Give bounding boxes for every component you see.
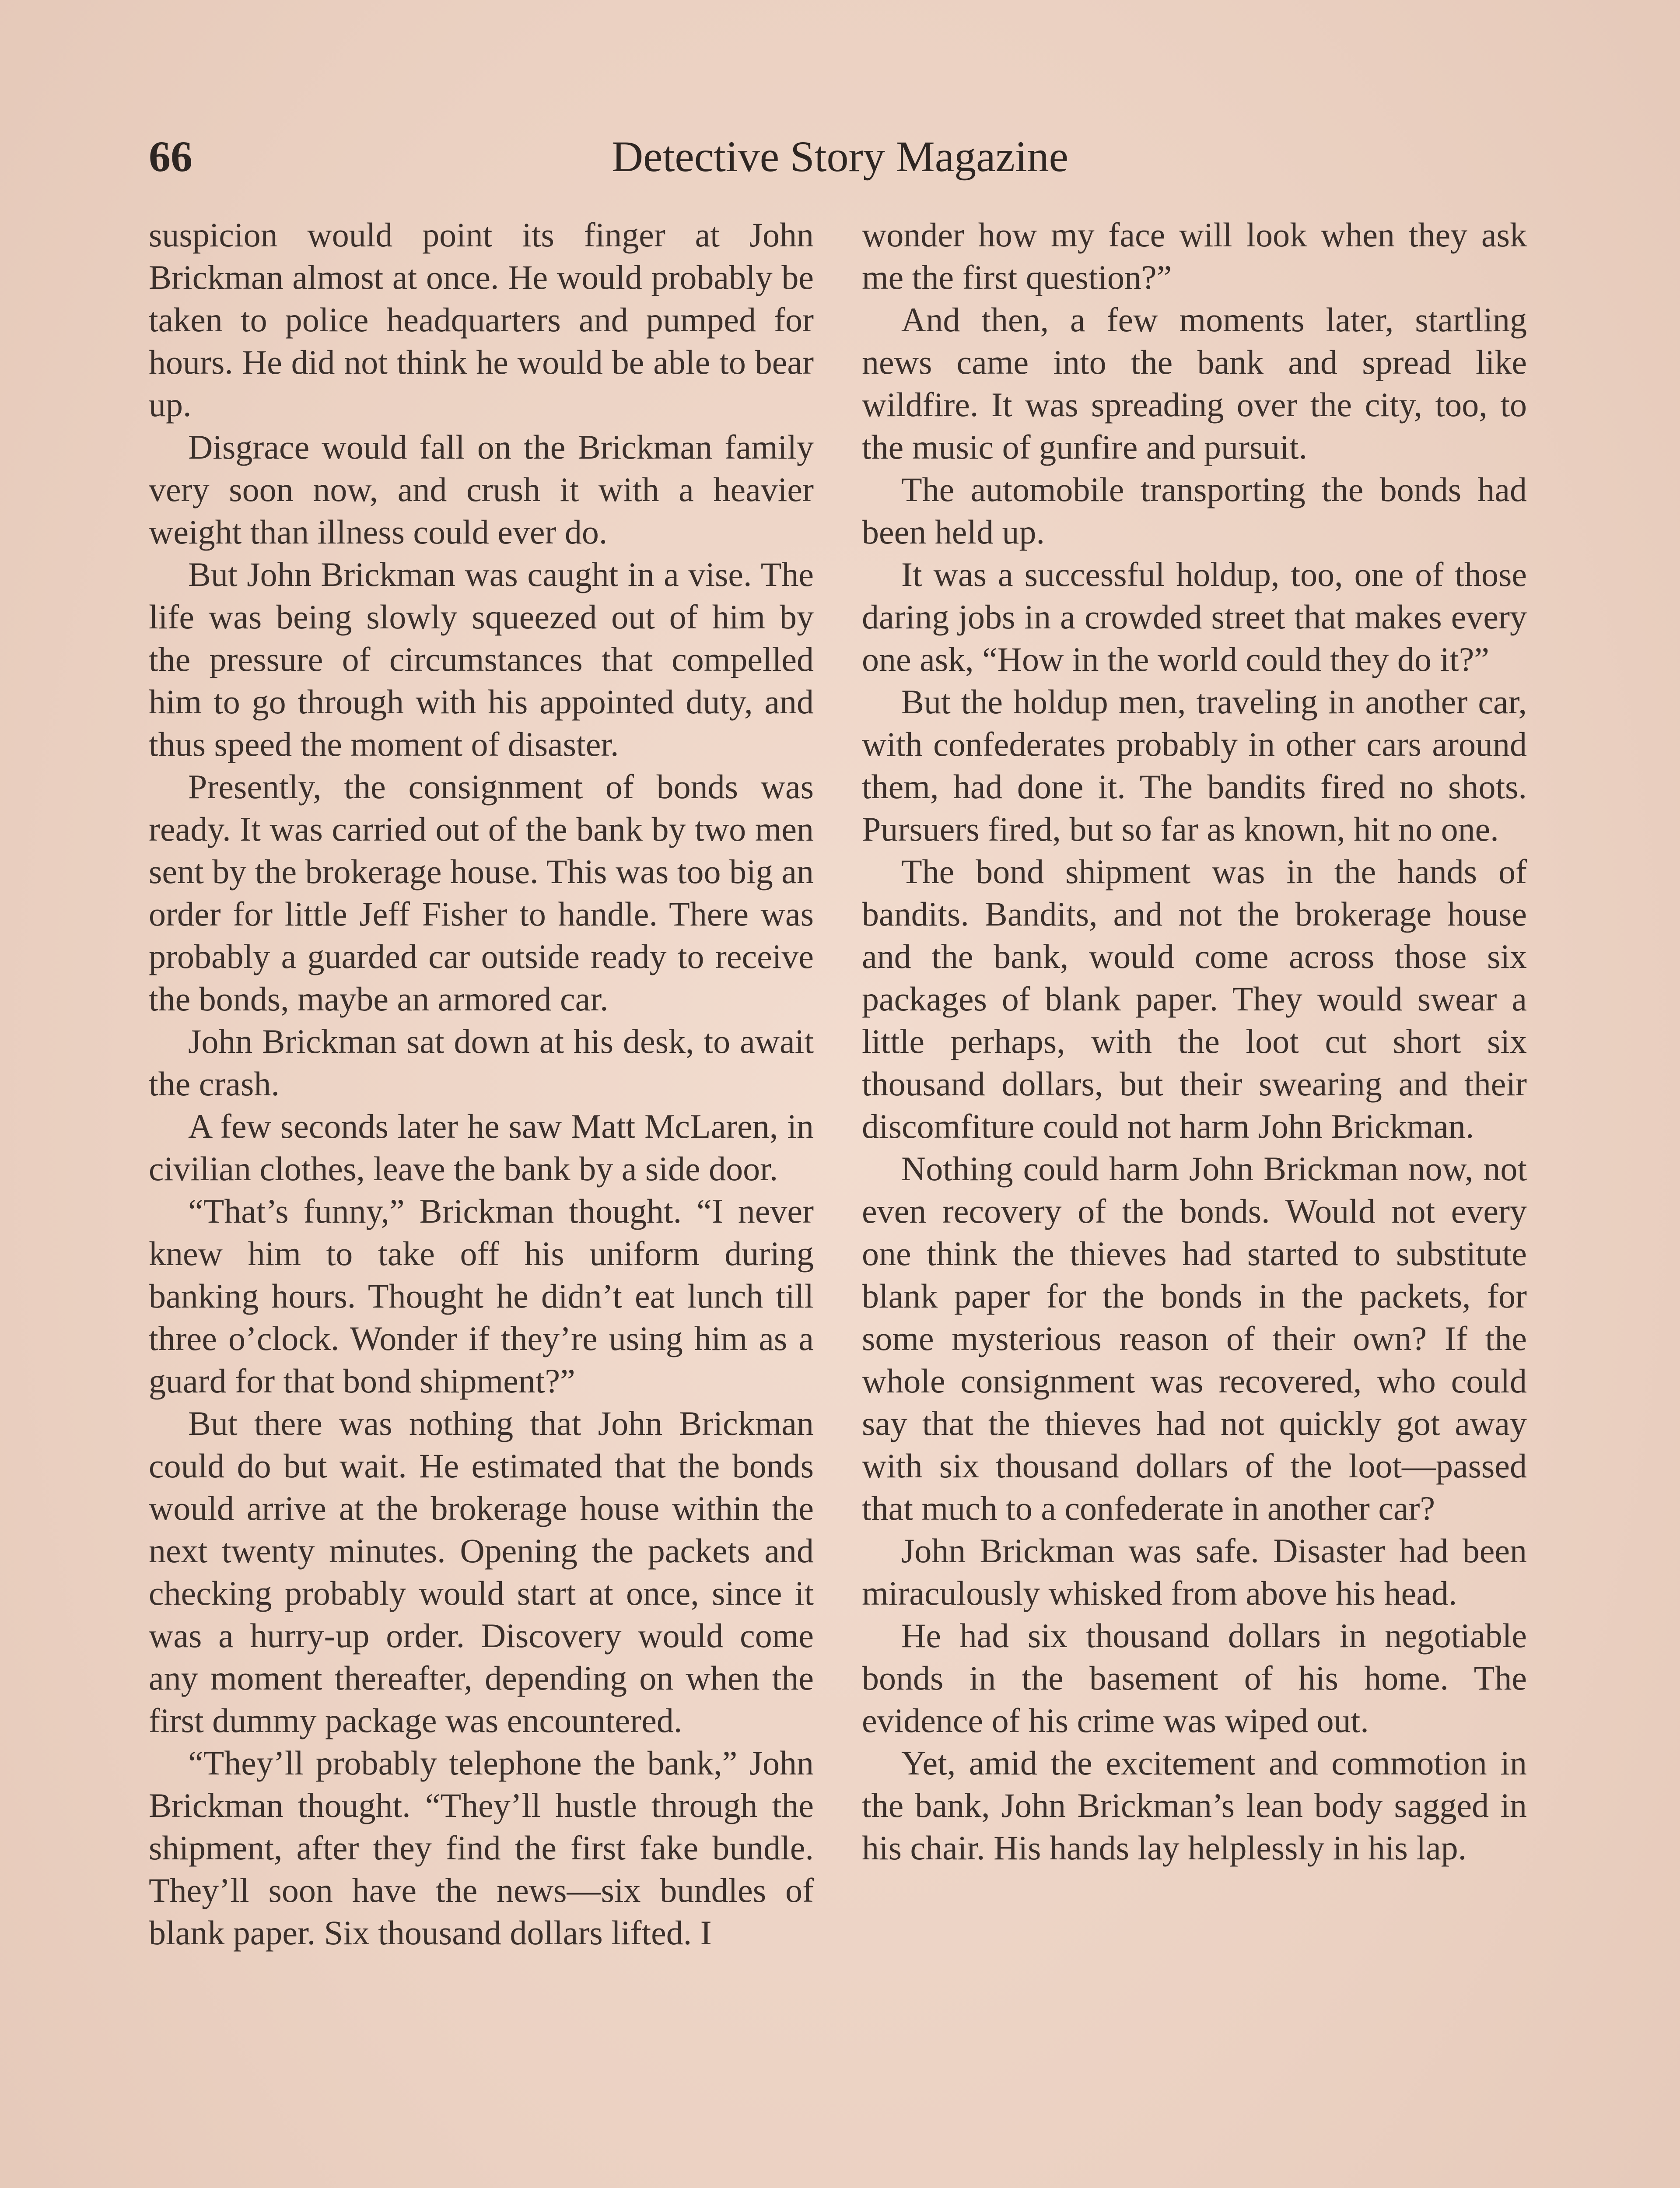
text-column-left bbox=[149, 214, 814, 1954]
paragraph: But John Brickman was caught in a vise. The life was being slowly squeezed out of him by the pressure of circumstances that compelled him to go through with his appointed duty, and thus speed the moment of disaster. bbox=[149, 555, 814, 763]
paragraph: But there was nothing that John Brickman could do but wait. He estimated that the bonds would arrive at the brokerage house within the next twenty minutes. Opening the packets and checking probably would start at once, since it was a hurry-up order. Discovery would come any moment thereafter, depending on when the first dummy package was encountered. bbox=[149, 1404, 814, 1739]
paragraph: It was a successful holdup, too, one of those daring jobs in a crowded street that makes every one ask, “How in the world could they do it?” bbox=[862, 555, 1527, 678]
paragraph: He had six thousand dollars in negotiable bonds in the basement of his home. The evidence of his crime was wiped out. bbox=[862, 1616, 1527, 1739]
paragraph: And then, a few moments later, startling news came into the bank and spread like wildfire. It was spreading over the city, too, to the music of gunfire and pursuit. bbox=[862, 301, 1527, 466]
paragraph: But the holdup men, traveling in another car, with confederates probably in other cars around them, had done it. The bandits fired no shots. Pursuers fired, but so far as known, hit no one. bbox=[862, 683, 1527, 848]
paragraph: suspicion would point its finger at John Brickman almost at once. He would probably be taken to police headquarters and pumped for hours. He did not think he would be able to bear up. bbox=[149, 216, 814, 424]
paragraph: “That’s funny,” Brickman thought. “I never knew him to take off his uniform during banking hours. Thought he didn’t eat lunch till three o’clock. Wonder if they’re using him as a guard for that bond shipment?” bbox=[149, 1192, 814, 1400]
paragraph: The automobile transporting the bonds had been held up. bbox=[862, 470, 1527, 551]
paragraph: John Brickman sat down at his desk, to await the crash. bbox=[149, 1022, 814, 1103]
page-number: 66 bbox=[149, 132, 192, 181]
paragraph: The bond shipment was in the hands of bandits. Bandits, and not the brokerage house and the bank, would come across those six packages of blank paper. They would swear a little perhaps, with the loot cut short six thousand dollars, but their swearing and their discomfiture could not harm John Brickman. bbox=[862, 852, 1527, 1145]
paragraph: wonder how my face will look when they ask me the first question?” bbox=[862, 216, 1527, 296]
paragraph: A few seconds later he saw Matt McLaren, in civilian clothes, leave the bank by a side door. bbox=[149, 1107, 814, 1188]
text-column-right bbox=[862, 214, 1527, 1869]
paragraph: John Brickman was safe. Disaster had been miraculously whisked from above his head. bbox=[862, 1532, 1527, 1612]
page-header bbox=[149, 127, 1531, 193]
paragraph: Yet, amid the excitement and commotion in the bank, John Brickman’s lean body sagged in his chair. His hands lay helplessly in his lap. bbox=[862, 1744, 1527, 1867]
paragraph: Disgrace would fall on the Brickman family very soon now, and crush it with a heavier weight than illness could ever do. bbox=[149, 428, 814, 551]
paragraph: “They’ll probably telephone the bank,” John Brickman thought. “They’ll hustle through the shipment, after they find the first fake bundle. They’ll soon have the news—six bundles of blank paper. Six thousand dollars lifted. I bbox=[149, 1744, 814, 1952]
paragraph: Nothing could harm John Brickman now, not even recovery of the bonds. Would not every one think the thieves had started to substitute blank paper for the bonds in the packets, for some mysterious reason of their own? If the whole consignment was recovered, who could say that the thieves had not quickly got away with six thousand dollars of the loot—passed that much to a confederate in another car? bbox=[862, 1150, 1527, 1527]
running-title: Detective Story Magazine bbox=[611, 132, 1069, 181]
paragraph: Presently, the consignment of bonds was ready. It was carried out of the bank by two men sent by the brokerage house. This was too big an order for little Jeff Fisher to handle. There was probably a guarded car outside ready to receive the bonds, maybe an armored car. bbox=[149, 768, 814, 1018]
